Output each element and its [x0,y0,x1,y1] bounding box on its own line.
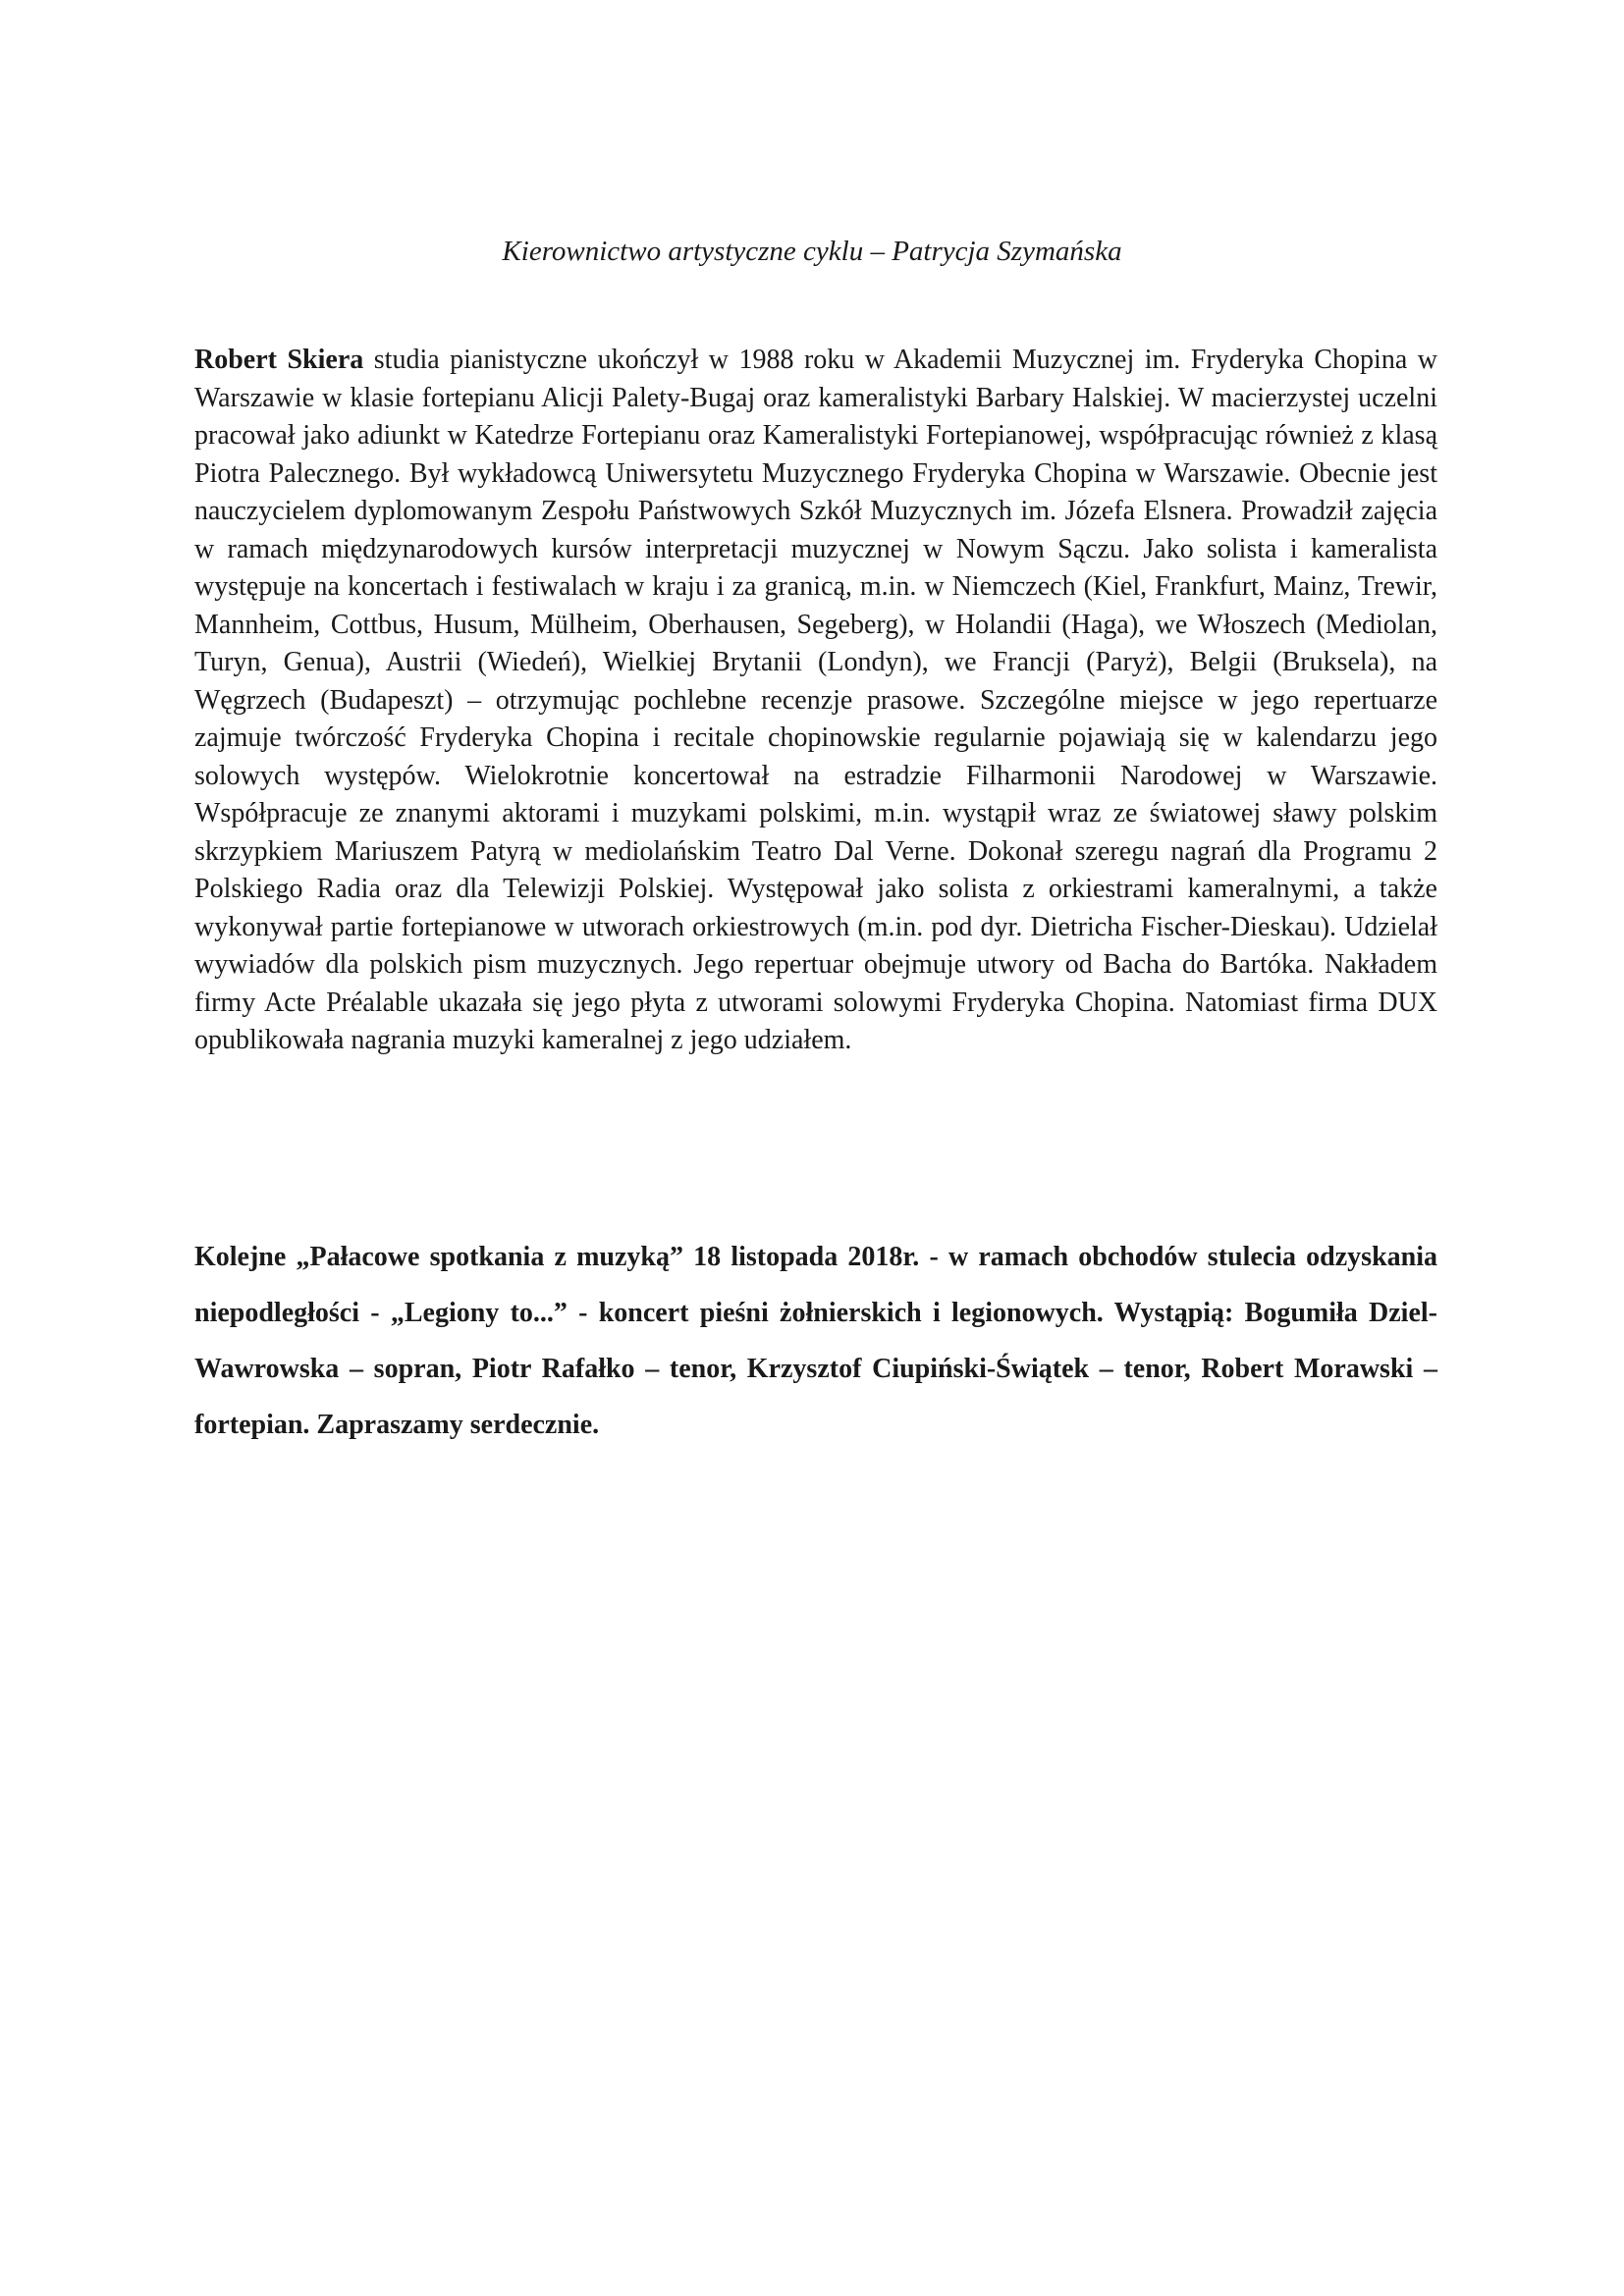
page-heading: Kierownictwo artystyczne cyklu – Patrycja Szymańska [502,236,1122,267]
concert-announcement: Kolejne „Pałacowe spotkania z muzyką” 18 listopada 2018r. - w ramach obchodów stulecia odzyskania niepodległości - „Legiony to...” - koncert pieśni żołnierskich i legionowych. Wystąpią: Bogumiła Dziel-Wawrowska – sopran, Piotr Rafałko – tenor, Krzysztof Ciupiński-Świątek – tenor, Robert Morawski – fortepian. Zapraszamy serdecznie. [194,1242,1437,1440]
biography-paragraph [194,342,1437,1060]
artist-name: Robert Skiera [194,345,364,375]
biography-text: studia pianistyczne ukończył w 1988 roku w Akademii Muzycznej im. Fryderyka Chopina w Warszawie w klasie fortepianu Alicji Palety-Bugaj oraz kameralistyki Barbary Halskiej. W macierzystej uczelni pracował jako adiunkt w Katedrze Fortepianu oraz Kameralistyki Fortepianowej, współpracując również z klasą Piotra Palecznego. Był wykładowcą Uniwersytetu Muzycznego Fryderyka Chopina w Warszawie. Obecnie jest nauczycielem dyplomowanym Zespołu Państwowych Szkół Muzycznych im. Józefa Elsnera. Prowadził zajęcia w ramach międzynarodowych kursów interpretacji muzycznej w Nowym Sączu. Jako solista i kameralista występuje na koncertach i festiwalach w kraju i za granicą, m.in. w Niemczech (Kiel, Frankfurt, Mainz, Trewir, Mannheim, Cottbus, Husum, Mülheim, Oberhausen, Segeberg), w Holandii (Haga), we Włoszech (Mediolan, Turyn, Genua), Austrii (Wiedeń), Wielkiej Brytanii (Londyn), we Francji (Paryż), Belgii (Bruksela), na Węgrzech (Budapeszt) – otrzymując pochlebne recenzje prasowe. Szczególne miejsce w jego repertuarze zajmuje twórczość Fryderyka Chopina i recitale chopinowskie regularnie pojawiają się w kalendarzu jego solowych występów. Wielokrotnie koncertował na estradzie Filharmonii Narodowej w Warszawie. Współpracuje ze znanymi aktorami i muzykami polskimi, m.in. wystąpił wraz ze światowej sławy polskim skrzypkiem Mariuszem Patyrą w mediolańskim Teatro Dal Verne. Dokonał szeregu nagrań dla Programu 2 Polskiego Radia oraz dla Telewizji Polskiej. Występował jako solista z orkiestrami kameralnymi, a także wykonywał partie fortepianowe w utworach orkiestrowych (m.in. pod dyr. Dietricha Fischer-Dieskau). Udzielał wywiadów dla polskich pism muzycznych. Jego repertuar obejmuje utwory od Bacha do Bartóka. Nakładem firmy Acte Préalable ukazała się jego płyta z utworami solowymi Fryderyka Chopina. Natomiast firma DUX opublikowała nagrania muzyki kameralnej z jego udziałem. [194,345,1437,1055]
